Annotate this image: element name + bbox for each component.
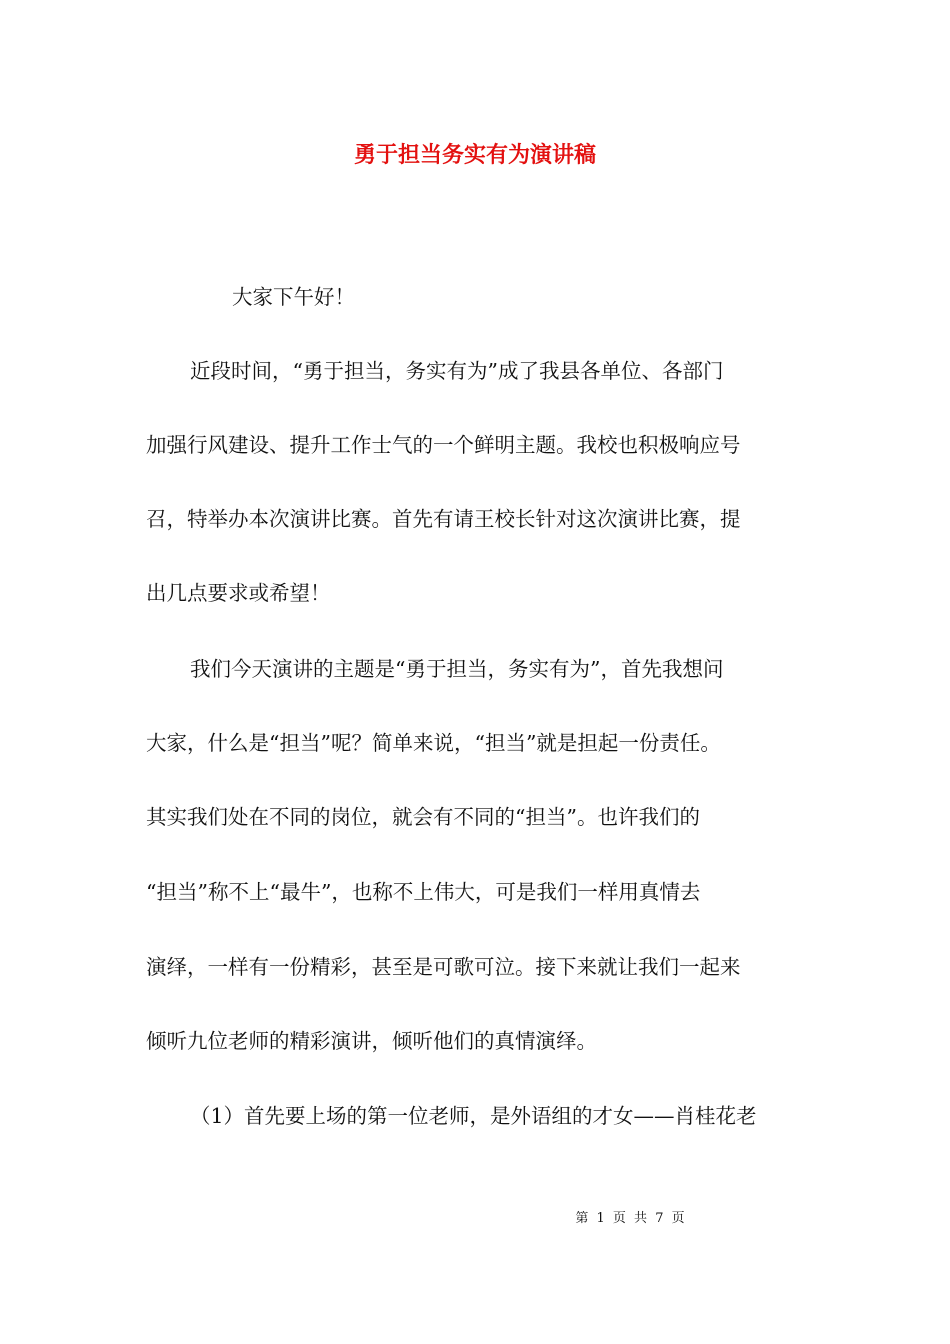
paragraph-line: 倾听九位老师的精彩演讲，倾听他们的真情演绎。 — [146, 1029, 597, 1053]
paragraph-line: （1）首先要上场的第一位老师，是外语组的才女——肖桂花老 — [190, 1104, 757, 1128]
paragraph-line: 近段时间，“勇于担当，务实有为”成了我县各单位、各部门 — [190, 359, 724, 383]
page-footer — [0, 1207, 950, 1226]
document-title: 勇于担当务实有为演讲稿 — [353, 142, 596, 168]
paragraph-line: “担当”称不上“最牛”，也称不上伟大，可是我们一样用真情去 — [146, 880, 701, 904]
paragraph-line: 大家，什么是“担当”呢？简单来说，“担当”就是担起一份责任。 — [146, 731, 721, 755]
greeting-line: 大家下午好！ — [232, 285, 355, 309]
page-number: 第 1 页 共 7 页 — [575, 1211, 687, 1226]
paragraph-line: 演绎，一样有一份精彩，甚至是可歌可泣。接下来就让我们一起来 — [146, 955, 741, 979]
paragraph-line: 加强行风建设、提升工作士气的一个鲜明主题。我校也积极响应号 — [146, 433, 741, 457]
paragraph-line: 召，特举办本次演讲比赛。首先有请王校长针对这次演讲比赛，提 — [146, 507, 741, 531]
paragraph-line: 其实我们处在不同的岗位，就会有不同的“担当”。也许我们的 — [146, 805, 700, 829]
paragraph-line: 我们今天演讲的主题是“勇于担当，务实有为”，首先我想问 — [190, 657, 724, 681]
paragraph-line: 出几点要求或希望！ — [146, 581, 331, 605]
